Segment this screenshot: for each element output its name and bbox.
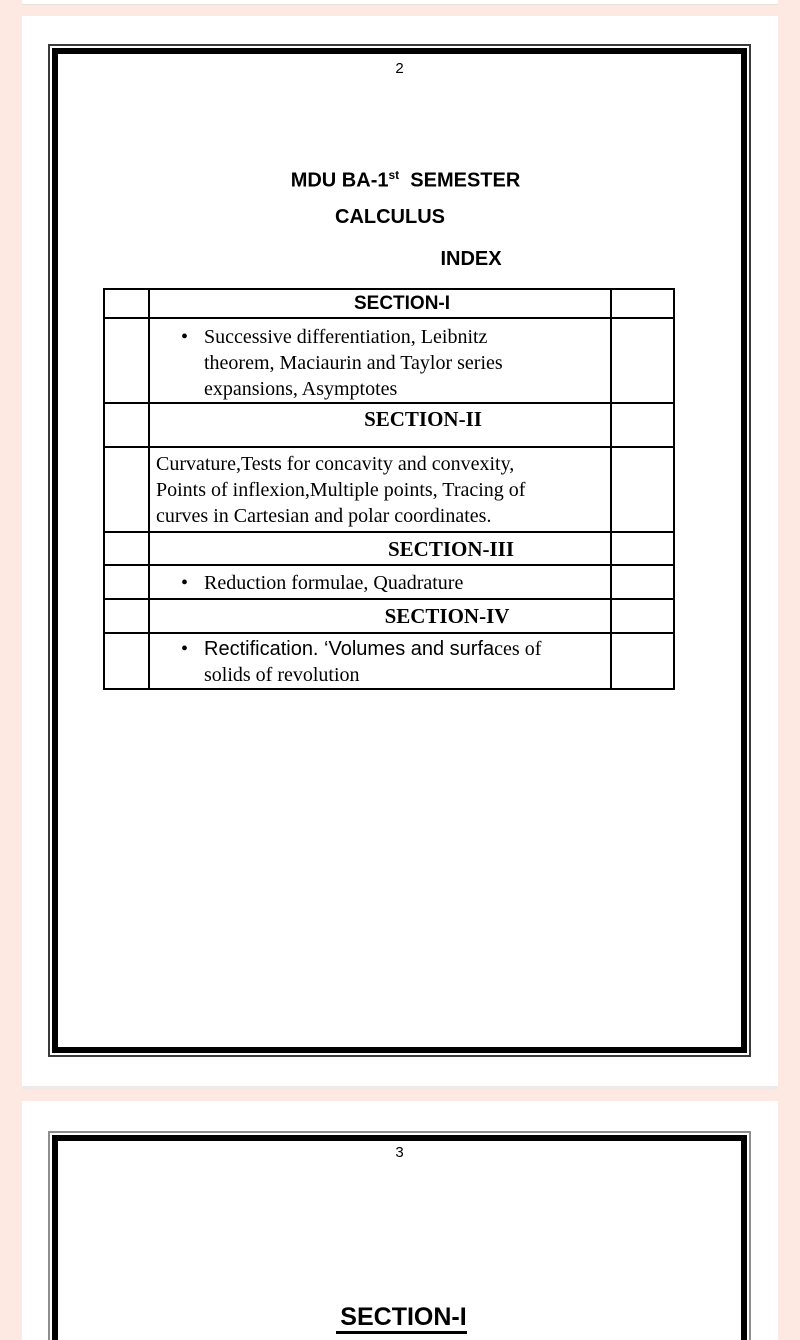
title-prefix: MDU BA-1 <box>290 169 389 192</box>
empty-cell <box>104 565 149 599</box>
section-2-topics-cell <box>149 447 611 532</box>
document-subtitle: CALCULUS <box>335 206 445 228</box>
empty-cell <box>611 289 674 318</box>
empty-cell <box>611 532 674 565</box>
topic-line: Points of inflexion,Multiple points, Tracing of <box>156 479 526 501</box>
topic-line: Reduction formulae, Quadrature <box>204 572 464 594</box>
topic-line: theorem, Maciaurin and Taylor series <box>204 352 503 374</box>
document-title <box>52 163 747 193</box>
page-2-number: 2 <box>395 60 404 77</box>
page-3-number: 3 <box>395 1144 404 1161</box>
page-3-section-heading: SECTION-I <box>52 1302 747 1334</box>
empty-cell <box>104 318 149 403</box>
table-row-section-1-header <box>104 289 674 318</box>
section-3-topics-cell <box>149 565 611 599</box>
title-suffix: SEMESTER <box>399 169 521 192</box>
section-1-topics-cell <box>149 318 611 403</box>
empty-cell <box>611 599 674 633</box>
table-row-section-3-topics <box>104 565 674 599</box>
table-row-section-4-topics <box>104 633 674 689</box>
index-table <box>103 288 675 690</box>
table-row-section-2-header <box>104 403 674 447</box>
table-row-section-2-topics <box>104 447 674 532</box>
title-superscript: st <box>388 168 400 182</box>
section-3-header: SECTION-III <box>149 532 611 565</box>
section-2-header: SECTION-II <box>149 403 611 447</box>
empty-cell <box>611 633 674 689</box>
topic-line: expansions, Asymptotes <box>204 378 398 400</box>
topic-line-sans-segment: Rectification. ‘Volumes and surfa <box>204 638 495 660</box>
empty-cell <box>104 599 149 633</box>
bullet-icon: • <box>181 638 189 660</box>
section-4-header: SECTION-IV <box>149 599 611 633</box>
index-label: INDEX <box>440 248 502 270</box>
empty-cell <box>104 403 149 447</box>
topic-line-serif-segment: ces of <box>494 638 542 660</box>
bullet-icon: • <box>181 572 189 594</box>
empty-cell <box>611 318 674 403</box>
empty-cell <box>104 447 149 532</box>
empty-cell <box>611 565 674 599</box>
topic-line: Curvature,Tests for concavity and convexity, <box>156 453 515 475</box>
bullet-icon: • <box>181 326 189 348</box>
previous-page-bottom-edge <box>22 0 778 5</box>
topic-line: curves in Cartesian and polar coordinates. <box>156 505 492 527</box>
section-4-topics-cell <box>149 633 611 689</box>
table-row-section-1-topics <box>104 318 674 403</box>
empty-cell <box>104 633 149 689</box>
empty-cell <box>611 447 674 532</box>
topic-line: Successive differentiation, Leibnitz <box>204 326 488 348</box>
page-gap-separator <box>22 1086 778 1090</box>
section-1-header: SECTION-I <box>149 289 611 318</box>
table-row-section-3-header <box>104 532 674 565</box>
empty-cell <box>104 289 149 318</box>
empty-cell <box>104 532 149 565</box>
topic-line: solids of revolution <box>204 664 360 686</box>
empty-cell <box>611 403 674 447</box>
table-row-section-4-header <box>104 599 674 633</box>
